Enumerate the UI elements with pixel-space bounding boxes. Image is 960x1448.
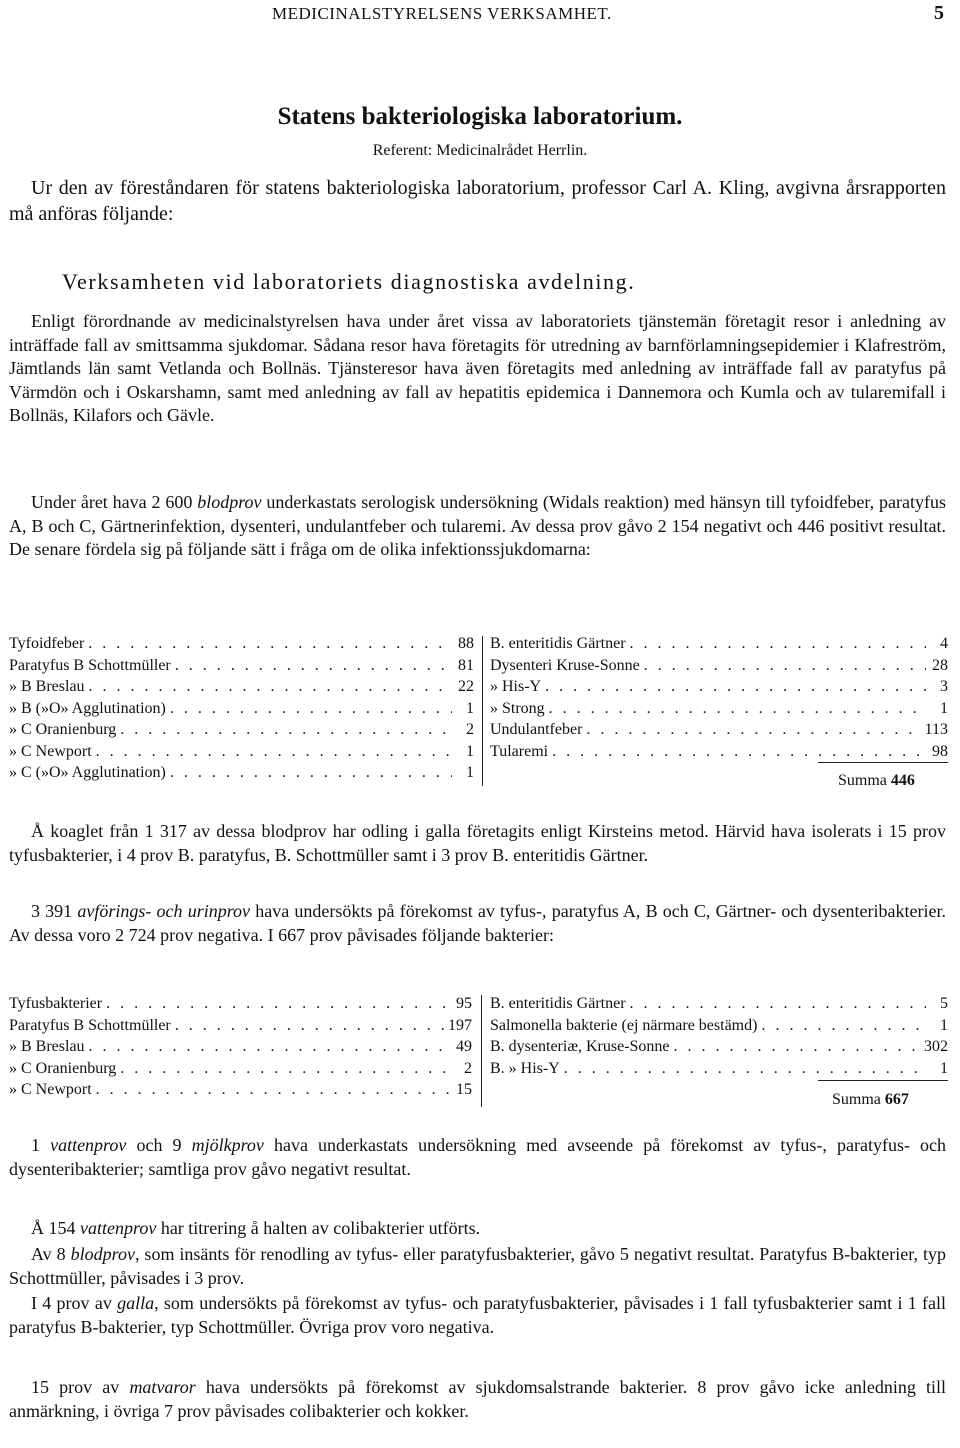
leader-dots (674, 1036, 920, 1058)
row-label: » C Oranienburg (9, 721, 117, 738)
row-value: 88 (458, 635, 474, 652)
paragraph-travels: Enligt förordnande av medicinalstyrelsen hava under året vissa av laboratoriets tjänstemän företagit resor i anledning av inträffade fall av smittsamma sjukdomar. Sådana resor hava företagits för utredning av barnförlamningsepidemier i Klafreström, Jämtlands län samt Vetlanda och Bollnäs. Tjänsteresor hava även företagits med anledning av inträffade fall av paratyfus på Värmdön och i Oskarshamn, samt med anledning av fall av hepatitis epidemica i Dannemora och Kumla och av tularemifall i Bollnäs, Kilafors och Gävle. (9, 311, 946, 426)
table1-left (9, 633, 474, 784)
row-label: Paratyfus B Schottmüller (9, 1016, 171, 1034)
leader-dots (106, 993, 450, 1015)
row-label: » Strong (490, 699, 545, 717)
italic-term: blodprov (70, 1244, 135, 1264)
text-run: , som undersökts på förekomst av tyfus- och paratyfusbakterier, påvisades i 1 fall tyfusbakterier samt i 1 fall paratyfus B-bakterier, typ Schottmüller. Övriga prov voro negativa. (9, 1293, 946, 1337)
italic-term: avförings- och urinprov (77, 901, 251, 921)
row-value: 302 (924, 1038, 948, 1055)
leader-dots (630, 633, 926, 655)
table-row (9, 633, 474, 655)
paragraph-food (9, 1376, 946, 1423)
table-row (490, 1058, 948, 1080)
text-run: underkastats serologisk undersökning (Widals reaktion) med hänsyn till tyfoidfeber, paratyfus A, B och C, Gärtnerinfektion, dysenteri, undulantfeber och tularemi. Av dessa prov gåvo 2 154 negativt och 446 positivt resultat. De senare fördela sig på följande sätt i fråga om de olika infektionssjukdomarna: (9, 492, 946, 560)
row-value: 28 (932, 656, 948, 674)
row-value: 113 (924, 721, 948, 738)
row-value: 4 (940, 635, 948, 652)
row-label: B. enteritidis Gärtner (490, 635, 626, 652)
table-row (490, 741, 948, 763)
table-row (490, 698, 948, 720)
row-label: Tularemi (490, 742, 549, 760)
table-row (9, 1079, 472, 1101)
running-head: MEDICINALSTYRELSENS VERKSAMHET. (272, 4, 612, 23)
leader-dots (120, 719, 452, 741)
row-value: 1 (466, 764, 474, 781)
text-run: Å 154 (31, 1218, 80, 1238)
table-row (9, 1015, 472, 1037)
referent-line: Referent: Medicinalrådet Herrlin. (372, 142, 588, 159)
row-label: » B (»O» Agglutination) (9, 699, 166, 717)
leader-dots (175, 1015, 444, 1037)
table-row (9, 1058, 472, 1080)
text-run: har titrering å halten av colibakterier utförts. (156, 1218, 481, 1238)
sub-heading: Verksamheten vid laboratoriets diagnostiska avdelning. (62, 269, 636, 294)
leader-dots (564, 1058, 926, 1080)
row-label: B. » His-Y (490, 1059, 560, 1077)
row-label: Tyfoidfeber (9, 635, 85, 652)
sum-label: Summa (838, 772, 887, 789)
row-value: 1 (940, 1016, 948, 1034)
leader-dots (630, 993, 926, 1015)
paragraph-blood-culture (9, 1243, 946, 1290)
sum-value: 446 (890, 772, 915, 789)
table-row (9, 762, 474, 784)
table-row (490, 993, 948, 1015)
section-title: Statens bakteriologiska laboratorium. (277, 103, 683, 130)
row-label: » B Breslau (9, 678, 85, 695)
leader-dots (586, 719, 920, 741)
leader-dots (89, 1036, 450, 1058)
italic-term: mjölkprov (191, 1135, 264, 1155)
column-divider (482, 636, 483, 786)
row-label: » C Newport (9, 1081, 92, 1098)
text-run: 15 prov av (31, 1377, 130, 1397)
paragraph-blood-samples (9, 491, 946, 562)
leader-dots (549, 698, 926, 720)
row-value: 22 (458, 678, 474, 695)
leader-dots (552, 741, 926, 763)
row-label: B. enteritidis Gärtner (490, 995, 626, 1012)
sum-label: Summa (832, 1091, 881, 1108)
text-run: hava undersökts på förekomst av tyfus-, paratyfus A, B och C, Gärtner- och dysenteribakterier. Av dessa voro 2 724 prov negativa. I 667 prov påvisades följande bakterier: (9, 901, 946, 945)
row-label: Paratyfus B Schottmüller (9, 656, 171, 674)
row-label: » B Breslau (9, 1038, 85, 1055)
table2-right (490, 993, 948, 1079)
text-run: Av 8 (31, 1244, 71, 1264)
paragraph-koaglet: Å koaglet från 1 317 av dessa blodprov har odling i galla företagits enligt Kirsteins metod. Härvid hava isolerats i 15 prov tyfusbakterier, i 4 prov B. paratyfus, B. Schottmüller samt i 3 prov B. enteritidis Gärtner. (9, 821, 946, 865)
table1-right (490, 633, 948, 762)
row-label: » His-Y (490, 678, 542, 695)
table-row (9, 993, 472, 1015)
table-row (9, 676, 474, 698)
italic-term: vattenprov (50, 1135, 127, 1155)
row-label: » C Newport (9, 742, 92, 760)
sum-value: 667 (884, 1091, 909, 1108)
italic-term: blodprov (197, 492, 262, 512)
leader-dots (89, 676, 452, 698)
leader-dots (545, 676, 926, 698)
row-value: 2 (464, 1059, 472, 1077)
leader-dots (120, 1058, 450, 1080)
leader-dots (170, 762, 452, 784)
paragraph-stool-urine (9, 900, 946, 947)
row-value: 1 (940, 1059, 948, 1077)
column-divider (481, 995, 482, 1107)
text-run: I 4 prov av (31, 1293, 118, 1313)
sum-rule (818, 762, 948, 763)
row-label: » C Oranienburg (9, 1059, 117, 1077)
row-label: » C (»O» Agglutination) (9, 764, 166, 781)
italic-term: galla (117, 1293, 155, 1313)
paragraph-bile (9, 1292, 946, 1339)
paragraph-water-milk (9, 1134, 946, 1181)
paragraph-water-titration (9, 1217, 946, 1241)
table-row (9, 698, 474, 720)
row-value: 81 (458, 656, 474, 674)
row-label: Tyfusbakterier (9, 995, 103, 1012)
table-row (9, 741, 474, 763)
row-value: 5 (940, 995, 948, 1012)
leader-dots (175, 655, 452, 677)
text-run: 3 391 (31, 901, 78, 921)
row-value: 49 (456, 1038, 472, 1055)
leader-dots (96, 741, 452, 763)
row-label: B. dysenteriæ, Kruse-Sonne (490, 1038, 670, 1055)
italic-term: matvaror (129, 1377, 196, 1397)
table-row (490, 655, 948, 677)
leader-dots (96, 1079, 450, 1101)
row-value: 1 (466, 699, 474, 717)
italic-term: vattenprov (80, 1218, 157, 1238)
table-row (490, 719, 948, 741)
table-row (9, 655, 474, 677)
table-row (9, 719, 474, 741)
sum-rule (818, 1080, 948, 1081)
leader-dots (761, 1015, 926, 1037)
table2-left (9, 993, 472, 1101)
table-row (9, 1036, 472, 1058)
text-run: hava underkastats undersökning med avseende på förekomst av tyfus-, paratyfus- och dysenteribakterier; samtliga prov gåvo negativt resultat. (9, 1135, 946, 1179)
leader-dots (88, 633, 452, 655)
row-value: 15 (456, 1081, 472, 1098)
text-run: , som insänts för renodling av tyfus- eller paratyfusbakterier, gåvo 5 negativt resultat. Paratyfus B-bakterier, typ Schottmüller, påvisades i 3 prov. (9, 1244, 946, 1288)
text-run: Under året hava 2 600 (31, 492, 198, 512)
row-value: 3 (940, 678, 948, 695)
row-value: 1 (466, 742, 474, 760)
text-run: 1 (31, 1135, 51, 1155)
table-row (490, 633, 948, 655)
row-value: 197 (448, 1016, 472, 1034)
row-label: Dysenteri Kruse-Sonne (490, 656, 640, 674)
row-value: 98 (932, 742, 948, 760)
text-run: hava undersökts på förekomst av sjukdomsalstrande bakterier. 8 prov gåvo icke anledning till anmärkning, i övriga 7 prov påvisades colibakterier och kokker. (9, 1377, 947, 1421)
table-row (490, 676, 948, 698)
sum-total (838, 772, 915, 790)
row-label: Salmonella bakterie (ej närmare bestämd) (490, 1016, 758, 1034)
text-run: och 9 (126, 1135, 192, 1155)
table-row (490, 1015, 948, 1037)
row-value: 95 (456, 995, 472, 1012)
row-value: 2 (466, 721, 474, 738)
leader-dots (644, 655, 926, 677)
sum-total (832, 1091, 909, 1109)
row-label: Undulantfeber (490, 721, 583, 738)
row-value: 1 (940, 699, 948, 717)
leader-dots (170, 698, 452, 720)
page-number: 5 (934, 2, 944, 24)
intro-paragraph: Ur den av föreståndaren för statens bakteriologiska laboratorium, professor Carl A. Kling, avgivna årsrapporten må anföras följande: (9, 177, 946, 225)
table-row (490, 1036, 948, 1058)
